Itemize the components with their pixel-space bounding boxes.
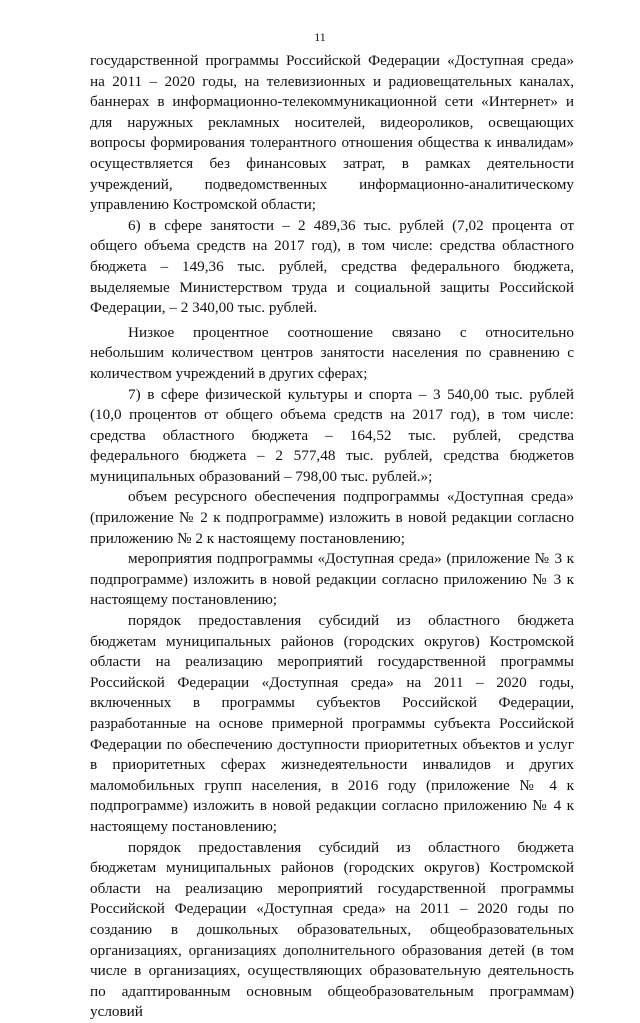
page-number: 11 [314,30,326,44]
paragraph-low-percentage-note: Низкое процентное соотношение связано с относительно небольшим количеством центров занятости населения по сравнению с количеством учреждений в других сферах; [90,323,574,382]
paragraph-employment-sphere: 6) в сфере занятости – 2 489,36 тыс. рублей (7,02 процента от общего объема средств на 2017 год), в том числе: средства областного бюджета – 149,36 тыс. рублей, средства федерального бюджета, выделяемые Министерством труда и социальной защиты Российской Федерации, – 2 340,00 тыс. рублей. [90,216,574,317]
paragraph-subsidy-procedure-2016: порядок предоставления субсидий из областного бюджета бюджетам муниципальных районов (городских округов) Костромской области на реализацию мероприятий государственной программы Российской Федерации «Доступная среда» на 2011 – 2020 годы, включенных в программы субъектов Российской Федерации, разработанные на основе примерной программы субъекта Российской Федерации по обеспечению доступности приоритетных объектов и услуг в приоритетных сферах жизнедеятельности инвалидов и других маломобильных групп населения, в 2016 году (приложение № 4 к подпрограмме) изложить в новой редакции согласно приложению № 4 к настоящему постановлению; [90,612,574,835]
paragraph-subprogram-measures: мероприятия подпрограммы «Доступная среда» (приложение № 3 к подпрограмме) изложить в новой редакции согласно приложению № 3 к настоящему постановлению; [90,550,574,609]
paragraph-sport-sphere: 7) в сфере физической культуры и спорта – 3 540,00 тыс. рублей (10,0 процентов от общего объема средств на 2017 год), в том числе: средства областного бюджета – 164,52 тыс. рублей, средства федерального бюджета – 2 577,48 тыс. рублей, средства бюджетов муниципальных образований – 798,00 тыс. рублей.»; [90,385,574,485]
paragraph-resource-provision: объем ресурсного обеспечения подпрограммы «Доступная среда» (приложение № 2 к подпрограмме) изложить в новой редакции согласно приложению № 2 к настоящему постановлению; [90,488,574,547]
paragraph-subsidy-procedure-education: порядок предоставления субсидий из областного бюджета бюджетам муниципальных районов (городских округов) Костромской области на реализацию мероприятий государственной программы Российской Федерации «Доступная среда» на 2011 – 2020 годы по созданию в дошкольных образовательных, общеобразовательных организациях, организациях дополнительного образования детей (в том числе в организациях, осуществляющих образовательную деятельность по адаптированным основным общеобразовательным программам) условий [90,838,574,1021]
paragraph-continuation: государственной программы Российской Федерации «Доступная среда» на 2011 – 2020 годы, на телевизионных и радиовещательных каналах, баннерах в информационно-телекоммуникационной сети «Интернет» и для наружных рекламных носителей, видеороликов, освещающих вопросы формирования толерантного отношения общества к инвалидам» осуществляется без финансовых затрат, в рамках деятельности учреждений, подведомственных информационно-аналитическому управлению Костромской области; [90,52,574,214]
document-body [90,51,574,1023]
